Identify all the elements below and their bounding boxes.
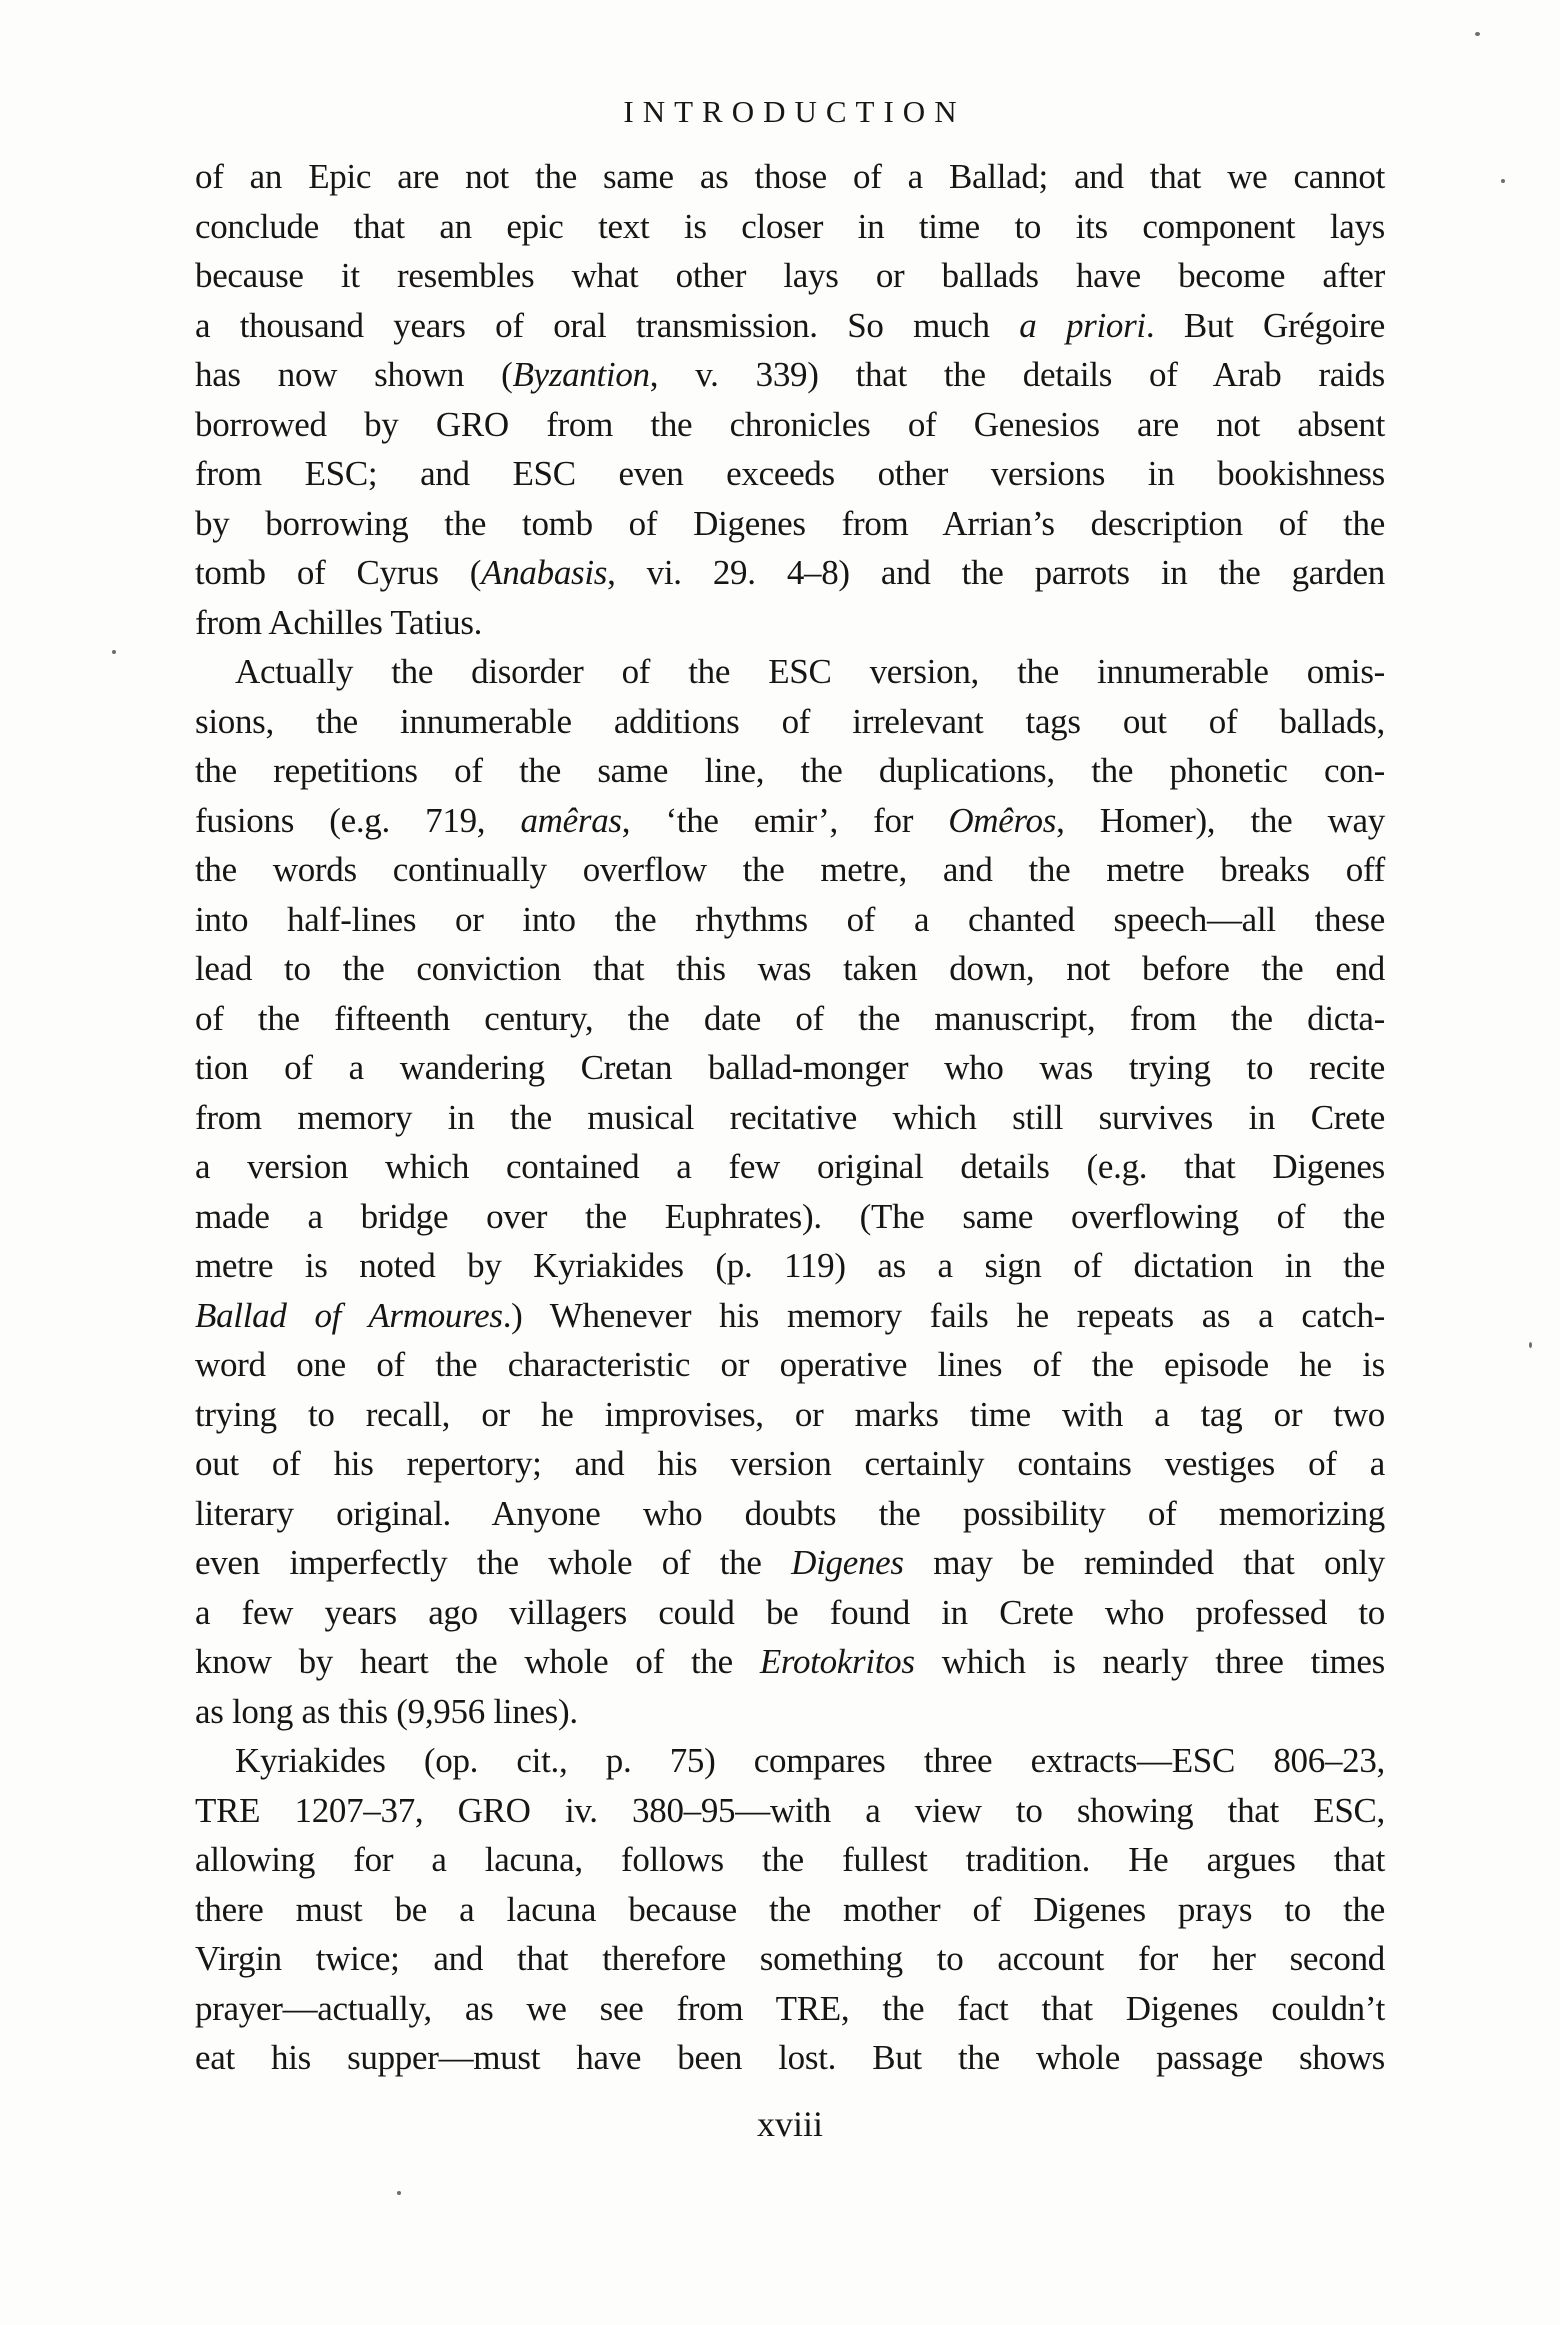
text-line: the repetitions of the same line, the duplications, the phonetic con- bbox=[195, 751, 1385, 790]
text-line: made a bridge over the Euphrates). (The same overflowing of the bbox=[195, 1196, 1385, 1236]
text-line: eat his supper—must have been lost. But the whole passage shows bbox=[195, 2038, 1385, 2077]
text-line: know by heart the whole of the Erotokritos which is nearly three times bbox=[195, 1642, 1385, 1681]
page-heading: INTRODUCTION bbox=[623, 94, 966, 129]
text-line: because it resembles what other lays or ballads have become after bbox=[195, 256, 1385, 295]
text-line: out of his repertory; and his version certainly contains vestiges of a bbox=[195, 1444, 1385, 1483]
scan-speck bbox=[112, 650, 116, 654]
text-line: as long as this (9,956 lines). bbox=[195, 1691, 578, 1731]
text-line: the words continually overflow the metre, and the metre breaks off bbox=[195, 850, 1385, 889]
text-line: Virgin twice; and that therefore something to account for her second bbox=[195, 1939, 1385, 1978]
text-line: of an Epic are not the same as those of a Ballad; and that we cannot bbox=[195, 157, 1385, 196]
text-line: borrowed by GRO from the chronicles of Genesios are not absent bbox=[195, 404, 1385, 444]
text-line: fusions (e.g. 719, amêras, ‘the emir’, for Omêros, Homer), the way bbox=[195, 800, 1385, 840]
scan-speck bbox=[1501, 179, 1505, 183]
page-number: xviii bbox=[756, 2104, 823, 2144]
text-line: metre is noted by Kyriakides (p. 119) as a sign of dictation in the bbox=[195, 1246, 1385, 1285]
text-line: a version which contained a few original details (e.g. that Digenes bbox=[195, 1147, 1385, 1186]
text-line: tion of a wandering Cretan ballad-monger who was trying to recite bbox=[195, 1048, 1385, 1087]
text-line: sions, the innumerable additions of irrelevant tags out of ballads, bbox=[195, 701, 1385, 741]
text-line: literary original. Anyone who doubts the possibility of memorizing bbox=[195, 1493, 1385, 1533]
text-line: even imperfectly the whole of the Digenes may be reminded that only bbox=[195, 1543, 1386, 1582]
text-line: from ESC; and ESC even exceeds other versions in bookishness bbox=[195, 454, 1385, 493]
text-line: Kyriakides (op. cit., p. 75) compares three extracts—ESC 806–23, bbox=[235, 1741, 1385, 1780]
text-line: a thousand years of oral transmission. So much a priori. But Grégoire bbox=[195, 305, 1386, 345]
text-line: by borrowing the tomb of Digenes from Arrian’s description of the bbox=[195, 503, 1385, 543]
text-line: from Achilles Tatius. bbox=[195, 602, 483, 642]
text-line: Actually the disorder of the ESC version, the innumerable omis- bbox=[235, 652, 1385, 691]
text-line: word one of the characteristic or operative lines of the episode he is bbox=[195, 1345, 1385, 1384]
text-line: TRE 1207–37, GRO iv. 380–95—with a view to showing that ESC, bbox=[195, 1790, 1385, 1830]
text-line: lead to the conviction that this was taken down, not before the end bbox=[195, 949, 1385, 988]
text-line: Ballad of Armoures.) Whenever his memory fails he repeats as a catch- bbox=[195, 1295, 1385, 1335]
text-line: from memory in the musical recitative which still survives in Crete bbox=[195, 1097, 1385, 1137]
text-line: into half-lines or into the rhythms of a chanted speech—all these bbox=[195, 899, 1385, 939]
scan-speck bbox=[1529, 1342, 1532, 1348]
text-block bbox=[195, 152, 1385, 2083]
text-line: allowing for a lacuna, follows the fullest tradition. He argues that bbox=[195, 1840, 1385, 1879]
text-line: prayer—actually, as we see from TRE, the fact that Digenes couldn’t bbox=[195, 1988, 1385, 2028]
text-line: trying to recall, or he improvises, or marks time with a tag or two bbox=[195, 1394, 1385, 1434]
scan-speck bbox=[1475, 32, 1480, 36]
scan-speck bbox=[397, 2191, 401, 2195]
text-line: has now shown (Byzantion, v. 339) that the details of Arab raids bbox=[195, 355, 1386, 394]
text-line: a few years ago villagers could be found in Crete who professed to bbox=[195, 1592, 1385, 1632]
text-line: there must be a lacuna because the mother of Digenes prays to the bbox=[195, 1889, 1385, 1929]
text-line: tomb of Cyrus (Anabasis, vi. 29. 4–8) and the parrots in the garden bbox=[195, 553, 1385, 592]
text-line: conclude that an epic text is closer in time to its component lays bbox=[195, 206, 1385, 246]
text-line: of the fifteenth century, the date of the manuscript, from the dicta- bbox=[195, 998, 1385, 1038]
